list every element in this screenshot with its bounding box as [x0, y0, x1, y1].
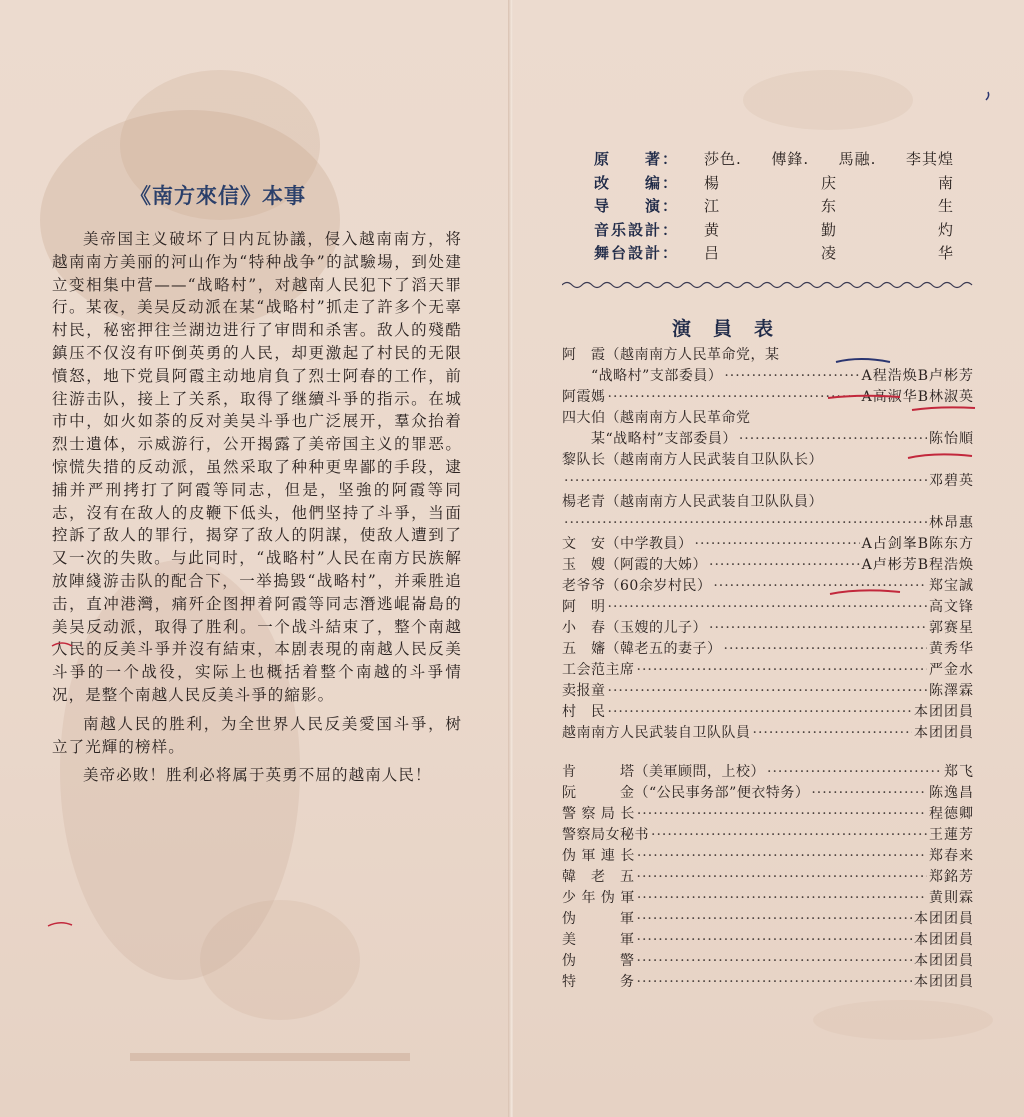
leader-dots [651, 825, 927, 846]
cast-role: “战略村”支部委員） [562, 368, 723, 384]
cast-row [562, 345, 974, 366]
cast-row [562, 429, 974, 450]
cast-role: 阿 明 [562, 599, 606, 615]
cast-actor: 邓碧英 [929, 473, 974, 489]
cast-actor: 黄秀华 [929, 641, 974, 657]
credit-name [704, 148, 954, 172]
cast-role: 某“战略村”支部委員） [562, 431, 737, 447]
cast-actor: 王蓮芳 [929, 827, 974, 843]
cast-actor: 程德卿 [929, 806, 974, 822]
leader-dots [564, 471, 927, 492]
credit-role: 改 编： [594, 173, 680, 192]
cast-actor: 林昂惠 [929, 515, 974, 531]
cast-row [562, 702, 974, 723]
leader-dots [724, 639, 928, 660]
credit-name-part: 庆 [820, 173, 837, 192]
credit-name-part: 李其煌 [905, 150, 954, 168]
credit-name-part: 江 [704, 197, 721, 215]
cast-role: 越南南方人民武装自卫队队員 [562, 725, 751, 741]
leader-dots [637, 660, 928, 681]
credit-role: 原 著： [594, 150, 680, 168]
cast-actor: 本团团員 [914, 974, 974, 990]
cast-actor: 郭赛星 [929, 620, 974, 636]
leader-dots [608, 387, 860, 408]
cast-role: 黎队长（越南南方人民武装自卫队队长） [562, 452, 823, 468]
left-page [0, 0, 510, 1117]
leader-dots [637, 846, 927, 867]
synopsis-paragraph: 美帝国主义破坏了日内瓦协議，侵入越南南方，将越南南方美丽的河山作为“特种战争”的試驗場，到处建立变相集中营——“战略村”，对越南人民犯下了滔天罪行。某夜，美吴反动派在某“战略村”抓走了許多个无辜村民，秘密押往兰湖边进行了审問和杀害。敌人的殘酷鎮压不仅沒有吓倒英勇的人民，却更激起了村民的无限憤怒，地下党員阿霞主动地肩負了烈士阿春的工作，前往游击队，接上了关系，取得了继續斗爭的指示。在城市中，如火如荼的反对美吴斗爭也广泛展开，羣众抬着烈士遺体，示威游行，公开揭露了美帝国主义的罪恶。惊慌失措的反动派，虽然采取了种种更卑鄙的手段，逮捕并严刑拷打了阿霞等同志，但是，坚強的阿霞等同志，沒有在敌人的皮鞭下低头，他們坚持了斗爭，当面控訴了敌人的罪行，揭穿了敌人的阴謀，使敌人遭到了又一次的失敗。与此同时，“战略村”人民在南方民族解放陣綫游击队的配合下，一举搗毀“战略村”，并乘胜追击，直冲港灣，痛歼企图押着阿霞等同志潛逃崐崙島的美吴反动派，取得了胜利。一个战斗結束了，整个南越人民的反美斗爭并沒有結束，本剧表現的南越人民反美斗爭的一个战役，实际上也概括着整个南越的斗爭情况，是整个南越人民反美斗爭的縮影。 [52, 230, 462, 704]
cast-role: 卖报童 [562, 683, 606, 699]
credit-name [704, 172, 954, 196]
cast-actor: 本团团員 [914, 725, 974, 741]
cast-role: 韓 老 五 [562, 869, 635, 885]
credit-name-part: 吕 [704, 244, 721, 262]
credit-name-part: 莎色. [704, 150, 742, 168]
credit-name-part: 傳鋒. [771, 150, 810, 168]
credit-name [704, 195, 954, 219]
leader-dots [767, 762, 942, 783]
cast-row [562, 888, 974, 909]
cast-actor: 郑宝誠 [929, 578, 974, 594]
cast-role: 伪 軍 連 长 [562, 848, 635, 864]
cast-row [562, 972, 974, 993]
leader-dots [695, 534, 860, 555]
cast-row [562, 762, 974, 783]
story-title: 《南方來信》本事 [130, 184, 306, 208]
cast-row [562, 450, 974, 471]
cast-row [562, 825, 974, 846]
cast-actor: 本团团員 [914, 704, 974, 720]
wavy-divider [562, 280, 974, 290]
cast-role: 文 安（中学教員） [562, 536, 693, 552]
cast-row [562, 723, 974, 744]
cast-row [562, 909, 974, 930]
cast-role: 伪 警 [562, 953, 635, 969]
leader-dots [753, 723, 913, 744]
cast-actor: 郑春来 [929, 848, 974, 864]
cast-role: 少 年 伪 軍 [562, 890, 635, 906]
leader-dots [637, 888, 927, 909]
credits-list [594, 148, 954, 266]
cast-actor: 陈逸昌 [929, 785, 974, 801]
cast-role: 警 察 局 长 [562, 806, 635, 822]
synopsis-text [52, 228, 462, 787]
cast-row [562, 408, 974, 429]
cast-actor: 本团团員 [914, 932, 974, 948]
leader-dots [637, 804, 927, 825]
cast-role: 楊老青（越南南方人民武装自卫队队員） [562, 494, 823, 510]
cast-list [562, 345, 974, 993]
leader-dots [709, 618, 927, 639]
cast-row [562, 492, 974, 513]
credit-role: 舞台設計： [594, 244, 680, 262]
leader-dots [637, 930, 913, 951]
faded-illustration [743, 70, 913, 130]
leader-dots [637, 909, 913, 930]
leader-dots [811, 783, 927, 804]
leader-dots [564, 513, 927, 534]
faded-illustration [813, 1000, 993, 1040]
cast-row [562, 804, 974, 825]
credit-row-director [594, 195, 954, 219]
cast-actor: 陈澤霖 [929, 683, 974, 699]
cast-role: 特 务 [562, 974, 635, 990]
cast-role: 工会范主席 [562, 662, 635, 678]
leader-dots [608, 681, 928, 702]
credit-name-part: 东 [820, 197, 837, 215]
leader-dots [709, 555, 860, 576]
cast-row [562, 555, 974, 576]
cast-role: 伪 軍 [562, 911, 635, 927]
leader-dots [608, 702, 913, 723]
synopsis-paragraph: 南越人民的胜利，为全世界人民反美愛国斗爭，树立了光輝的榜样。 [52, 714, 462, 756]
cast-role: 村 民 [562, 704, 606, 720]
cast-row [562, 639, 974, 660]
cast-role: 警察局女秘书 [562, 827, 649, 843]
synopsis-paragraph: 美帝必敗！胜利必将属于英勇不屈的越南人民！ [83, 766, 432, 785]
cast-list-title: 演員表 [672, 318, 796, 340]
cast-group-gap [562, 744, 974, 762]
credit-name-part: 生 [937, 197, 954, 215]
credit-name-part: 勤 [820, 220, 837, 239]
cast-actor: A占剑峯B陈东方 [861, 536, 974, 552]
cast-actor: A程浩焕B卢彬芳 [861, 368, 974, 384]
credit-role: 音乐設計： [594, 220, 680, 239]
cast-row [562, 783, 974, 804]
cast-row [562, 576, 974, 597]
credit-row-adaptation [594, 172, 954, 196]
leader-dots [739, 429, 927, 450]
leader-dots [637, 867, 928, 888]
cast-row [562, 387, 974, 408]
leader-dots [608, 597, 928, 618]
cast-row [562, 366, 974, 387]
cast-actor: A高淑华B林淑英 [861, 389, 974, 405]
credit-name-part: 凌 [820, 244, 837, 262]
cast-row [562, 660, 974, 681]
credit-role: 导 演： [594, 197, 680, 215]
cast-role: 小 春（玉嫂的儿子） [562, 620, 707, 636]
credit-name [704, 219, 954, 243]
leader-dots [724, 366, 859, 387]
cast-role: 阿 霞（越南南方人民革命党，某 [562, 347, 780, 363]
cast-row [562, 951, 974, 972]
credit-name-part: 南 [937, 173, 954, 192]
cast-actor: 严金水 [929, 662, 974, 678]
cast-actor: 郑飞 [944, 764, 974, 780]
cast-row [562, 513, 974, 534]
cast-role: 阿霞媽 [562, 389, 606, 405]
cast-role: 肯 塔（美軍顾問，上校） [562, 764, 765, 780]
cast-role: 阮 金（“公民事务部”便衣特务） [562, 785, 810, 801]
cast-role: 玉 嫂（阿霞的大姊） [562, 557, 707, 573]
cast-row [562, 867, 974, 888]
leader-dots [637, 951, 913, 972]
faded-illustration [200, 900, 360, 1020]
credit-name-part: 黄 [704, 220, 721, 239]
credit-row-stage [594, 242, 954, 266]
cast-actor: 陈怡順 [929, 431, 974, 447]
credit-row-original-author [594, 148, 954, 172]
faded-footer-line [130, 1050, 410, 1064]
cast-row [562, 534, 974, 555]
cast-actor: 本团团員 [914, 953, 974, 969]
cast-row [562, 597, 974, 618]
cast-row [562, 618, 974, 639]
cast-row [562, 471, 974, 492]
cast-role: 四大伯（越南南方人民革命党 [562, 410, 751, 426]
leader-dots [713, 576, 927, 597]
credit-name-part: 灼 [937, 220, 954, 239]
credit-name [704, 242, 954, 266]
cast-actor: 高文锋 [929, 599, 974, 615]
cast-actor: 本团团員 [914, 911, 974, 927]
credit-row-music [594, 219, 954, 243]
cast-actor: A卢彬芳B程浩焕 [861, 557, 974, 573]
cast-role: 五 嬸（韓老五的妻子） [562, 641, 722, 657]
cast-row [562, 930, 974, 951]
cast-row [562, 681, 974, 702]
cast-row [562, 846, 974, 867]
credit-name-part: 馬融. [838, 150, 877, 168]
leader-dots [637, 972, 913, 993]
credit-name-part: 华 [937, 244, 954, 262]
credit-name-part: 楊 [704, 173, 721, 192]
cast-role: 老爷爷（60余岁村民） [562, 578, 712, 594]
cast-actor: 黄則霖 [929, 890, 974, 906]
cast-actor: 郑銘芳 [929, 869, 974, 885]
cast-role: 美 軍 [562, 932, 635, 948]
